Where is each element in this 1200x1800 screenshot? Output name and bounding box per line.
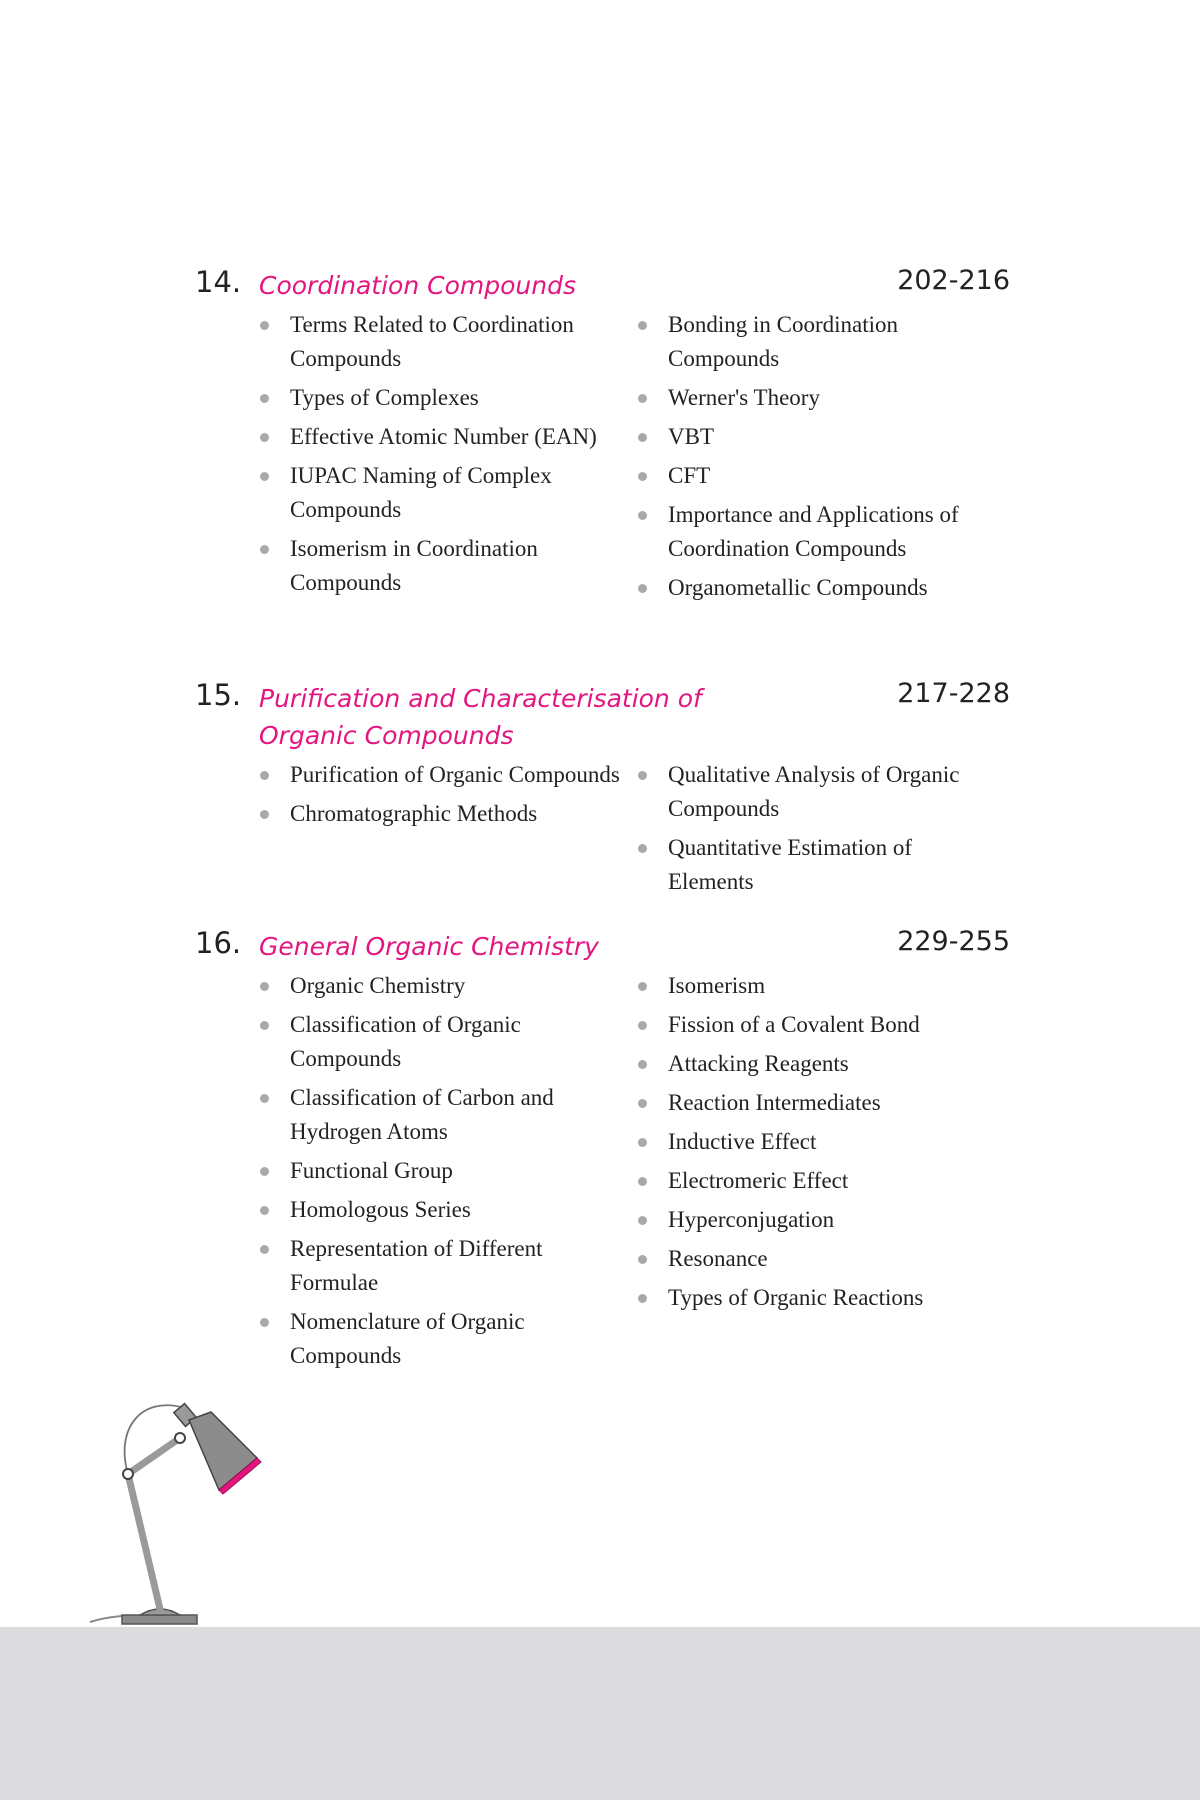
topic-list-right [638,308,998,610]
chapter-title: Coordination Compounds [259,271,576,300]
topic-item: Qualitative Analysis of Organic Compounds [638,758,998,826]
chapter-number: 14. [195,265,242,299]
page-range: 229-255 [897,926,1010,957]
topic-item: Resonance [638,1242,998,1276]
chapter-heading [195,265,1010,305]
topic-item: Representation of Different Formulae [260,1232,620,1300]
topic-item: Classification of Organic Compounds [260,1008,620,1076]
topic-item: Inductive Effect [638,1125,998,1159]
chapter-heading [195,926,1010,966]
topic-item: Reaction Intermediates [638,1086,998,1120]
topic-item: Hyperconjugation [638,1203,998,1237]
topic-item: Bonding in Coordination Compounds [638,308,998,376]
topic-list-left [260,758,620,836]
topic-item: IUPAC Naming of Complex Compounds [260,459,620,527]
topic-item: Organic Chemistry [260,969,620,1003]
desk-lamp-icon [85,1390,285,1630]
topic-list-left [260,308,620,605]
topic-item: Functional Group [260,1154,620,1188]
chapter-title: Purification and Characterisation of Organic Compounds [259,684,702,750]
topic-item: Organometallic Compounds [638,571,998,605]
topic-item: Nomenclature of Organic Compounds [260,1305,620,1373]
topic-item: Attacking Reagents [638,1047,998,1081]
topic-item: Fission of a Covalent Bond [638,1008,998,1042]
topic-item: Importance and Applications of Coordination Compounds [638,498,998,566]
topic-item: Purification of Organic Compounds [260,758,620,792]
chapter-14 [195,265,1010,600]
topic-item: Chromatographic Methods [260,797,620,831]
topic-item: Classification of Carbon and Hydrogen Atoms [260,1081,620,1149]
topic-item: Quantitative Estimation of Elements [638,831,998,899]
chapter-title: General Organic Chemistry [259,932,599,961]
topic-item: VBT [638,420,998,454]
footer-band [0,1627,1200,1800]
page-range: 217-228 [897,678,1010,709]
topic-item: Isomerism in Coordination Compounds [260,532,620,600]
topic-item: Homologous Series [260,1193,620,1227]
topic-item: Effective Atomic Number (EAN) [260,420,620,454]
topic-item: Terms Related to Coordination Compounds [260,308,620,376]
topic-item: Types of Complexes [260,381,620,415]
topic-item: Isomerism [638,969,998,1003]
topic-list-right [638,758,998,904]
page-range: 202-216 [897,265,1010,296]
chapter-heading [195,678,1010,750]
topic-item: Electromeric Effect [638,1164,998,1198]
topic-item: CFT [638,459,998,493]
chapter-number: 15. [195,678,242,712]
chapter-15 [195,678,1010,894]
topic-item: Types of Organic Reactions [638,1281,998,1315]
chapter-16 [195,926,1010,1368]
topic-list-left [260,969,620,1378]
chapter-number: 16. [195,926,242,960]
topic-list-right [638,969,998,1320]
topic-item: Werner's Theory [638,381,998,415]
